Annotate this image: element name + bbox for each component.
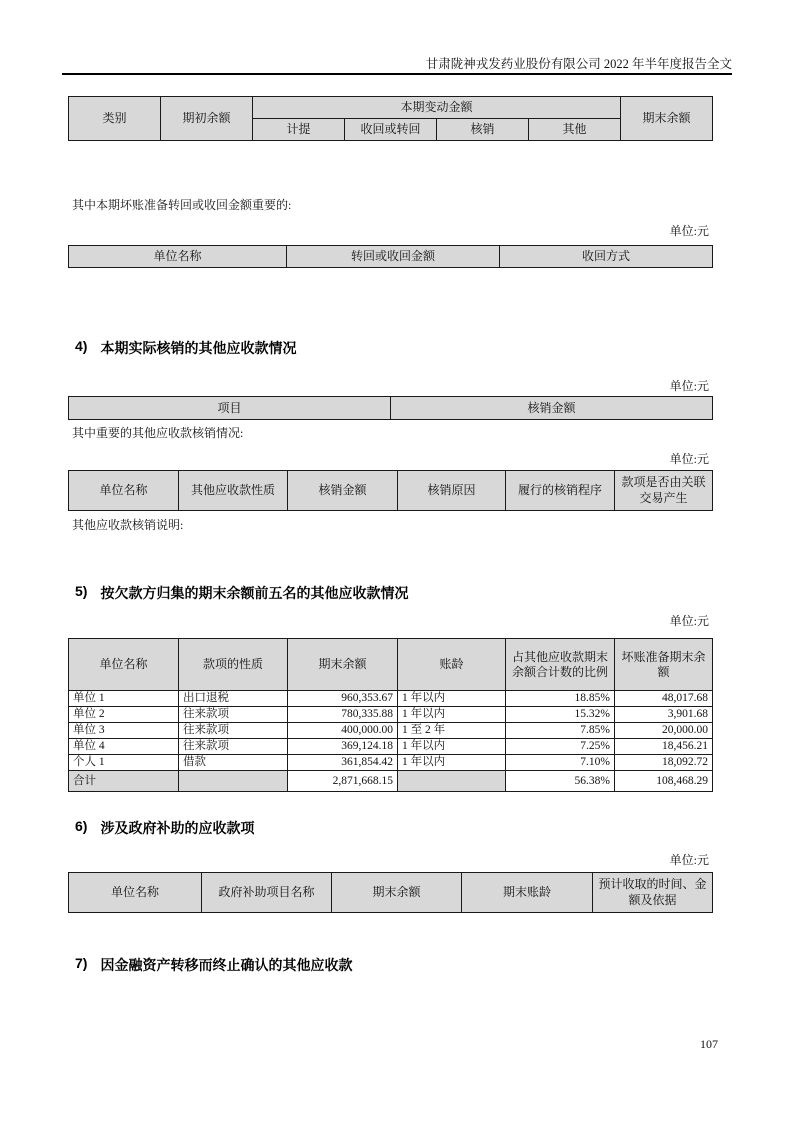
col-unit-name: 单位名称 bbox=[69, 873, 202, 913]
section6-title: 涉及政府补助的应收款项 bbox=[100, 820, 255, 836]
section5-title: 按欠款方归集的期末余额前五名的其他应收款情况 bbox=[100, 585, 409, 601]
section7-heading bbox=[75, 955, 352, 975]
total-ending-balance: 2,871,668.15 bbox=[288, 771, 398, 792]
col-ending-balance: 期末余额 bbox=[332, 873, 462, 913]
recovery-table bbox=[68, 245, 713, 268]
col-accrual: 计提 bbox=[253, 119, 345, 141]
section7-title: 因金融资产转移而终止确认的其他应收款 bbox=[100, 957, 353, 973]
total-row bbox=[69, 771, 713, 792]
section4-number: 4) bbox=[75, 338, 88, 354]
unit-label: 单位:元 bbox=[669, 224, 709, 238]
writeoff-explain-note: 其他应收款核销说明: bbox=[72, 518, 184, 532]
col-ending-balance: 期末余额 bbox=[288, 639, 398, 691]
section6-heading bbox=[75, 818, 254, 838]
cell-ratio: 18.85% bbox=[506, 691, 615, 707]
section6-number: 6) bbox=[75, 818, 88, 834]
col-unit-name: 单位名称 bbox=[69, 246, 287, 268]
unit-label: 单位:元 bbox=[669, 853, 709, 867]
col-writeoff-procedure: 履行的核销程序 bbox=[506, 471, 615, 511]
cell-ratio: 15.32% bbox=[506, 707, 615, 723]
cell-ending-balance: 960,353.67 bbox=[288, 691, 398, 707]
cell-unit-name: 单位 4 bbox=[69, 739, 179, 755]
header-divider-rule bbox=[62, 73, 732, 75]
writeoff-table bbox=[68, 396, 713, 420]
table-row bbox=[69, 691, 713, 707]
col-writeoff-amount: 核销金额 bbox=[288, 471, 398, 511]
government-subsidy-table bbox=[68, 872, 713, 913]
table-row bbox=[69, 707, 713, 723]
cell-nature: 往来款项 bbox=[179, 739, 288, 755]
cell-nature: 往来款项 bbox=[179, 723, 288, 739]
col-category: 类别 bbox=[69, 97, 161, 141]
cell-bad-debt: 48,017.68 bbox=[615, 691, 713, 707]
col-item: 项目 bbox=[69, 397, 391, 420]
cell-ending-balance: 361,854.42 bbox=[288, 755, 398, 771]
cell-bad-debt: 20,000.00 bbox=[615, 723, 713, 739]
cell-aging: 1 年以内 bbox=[398, 755, 506, 771]
cell-ratio: 7.10% bbox=[506, 755, 615, 771]
cell-aging: 1 年以内 bbox=[398, 707, 506, 723]
section7-number: 7) bbox=[75, 955, 88, 971]
col-writeoff-reason: 核销原因 bbox=[398, 471, 506, 511]
cell-ratio: 7.85% bbox=[506, 723, 615, 739]
col-bad-debt-balance: 坏账准备期末余额 bbox=[615, 639, 713, 691]
section5-number: 5) bbox=[75, 583, 88, 599]
unit-label: 单位:元 bbox=[669, 614, 709, 628]
important-writeoff-note: 其中重要的其他应收款核销情况: bbox=[72, 426, 244, 440]
col-related-transaction: 款项是否由关联交易产生 bbox=[615, 471, 713, 511]
col-subsidy-project: 政府补助项目名称 bbox=[202, 873, 332, 913]
recovery-note: 其中本期坏账准备转回或收回金额重要的: bbox=[72, 198, 292, 212]
col-recover-or-reverse: 收回或转回 bbox=[345, 119, 437, 141]
col-other: 其他 bbox=[529, 119, 621, 141]
col-change-group: 本期变动金额 bbox=[253, 97, 621, 119]
total-empty bbox=[398, 771, 506, 792]
unit-label: 单位:元 bbox=[669, 379, 709, 393]
cell-aging: 1 至 2 年 bbox=[398, 723, 506, 739]
col-writeoff-amount: 核销金额 bbox=[391, 397, 713, 420]
unit-label: 单位:元 bbox=[669, 452, 709, 466]
cell-bad-debt: 18,456.21 bbox=[615, 739, 713, 755]
cell-nature: 往来款项 bbox=[179, 707, 288, 723]
col-ratio: 占其他应收款期末余额合计数的比例 bbox=[506, 639, 615, 691]
total-label: 合计 bbox=[69, 771, 179, 792]
important-writeoff-table bbox=[68, 470, 713, 511]
col-ending-balance: 期末余额 bbox=[621, 97, 713, 141]
col-unit-name: 单位名称 bbox=[69, 471, 179, 511]
col-ending-aging: 期末账龄 bbox=[462, 873, 593, 913]
table-row bbox=[69, 723, 713, 739]
cell-unit-name: 单位 1 bbox=[69, 691, 179, 707]
col-recovered-amount: 转回或收回金额 bbox=[287, 246, 500, 268]
cell-unit-name: 个人 1 bbox=[69, 755, 179, 771]
section4-title: 本期实际核销的其他应收款情况 bbox=[100, 340, 297, 356]
cell-ending-balance: 369,124.18 bbox=[288, 739, 398, 755]
section4-heading bbox=[75, 338, 296, 358]
cell-aging: 1 年以内 bbox=[398, 739, 506, 755]
cell-unit-name: 单位 2 bbox=[69, 707, 179, 723]
total-empty bbox=[179, 771, 288, 792]
col-nature: 款项的性质 bbox=[179, 639, 288, 691]
total-ratio: 56.38% bbox=[506, 771, 615, 792]
table-row bbox=[69, 755, 713, 771]
cell-bad-debt: 3,901.68 bbox=[615, 707, 713, 723]
col-aging: 账龄 bbox=[398, 639, 506, 691]
section5-heading bbox=[75, 583, 408, 603]
col-recovery-method: 收回方式 bbox=[500, 246, 713, 268]
col-receivable-nature: 其他应收款性质 bbox=[179, 471, 288, 511]
cell-ratio: 7.25% bbox=[506, 739, 615, 755]
cell-bad-debt: 18,092.72 bbox=[615, 755, 713, 771]
total-bad-debt: 108,468.29 bbox=[615, 771, 713, 792]
cell-nature: 出口退税 bbox=[179, 691, 288, 707]
document-header-title: 甘肃陇神戎发药业股份有限公司 2022 年半年度报告全文 bbox=[425, 57, 732, 71]
top-five-receivables-table bbox=[68, 638, 713, 792]
cell-ending-balance: 400,000.00 bbox=[288, 723, 398, 739]
cell-nature: 借款 bbox=[179, 755, 288, 771]
col-write-off: 核销 bbox=[437, 119, 529, 141]
col-unit-name: 单位名称 bbox=[69, 639, 179, 691]
table-row bbox=[69, 739, 713, 755]
cell-aging: 1 年以内 bbox=[398, 691, 506, 707]
cell-unit-name: 单位 3 bbox=[69, 723, 179, 739]
col-expected-collection: 预计收取的时间、金额及依据 bbox=[593, 873, 713, 913]
cell-ending-balance: 780,335.88 bbox=[288, 707, 398, 723]
provision-movement-table bbox=[68, 96, 713, 141]
col-beginning-balance: 期初余额 bbox=[161, 97, 253, 141]
page-number: 107 bbox=[700, 1037, 718, 1051]
